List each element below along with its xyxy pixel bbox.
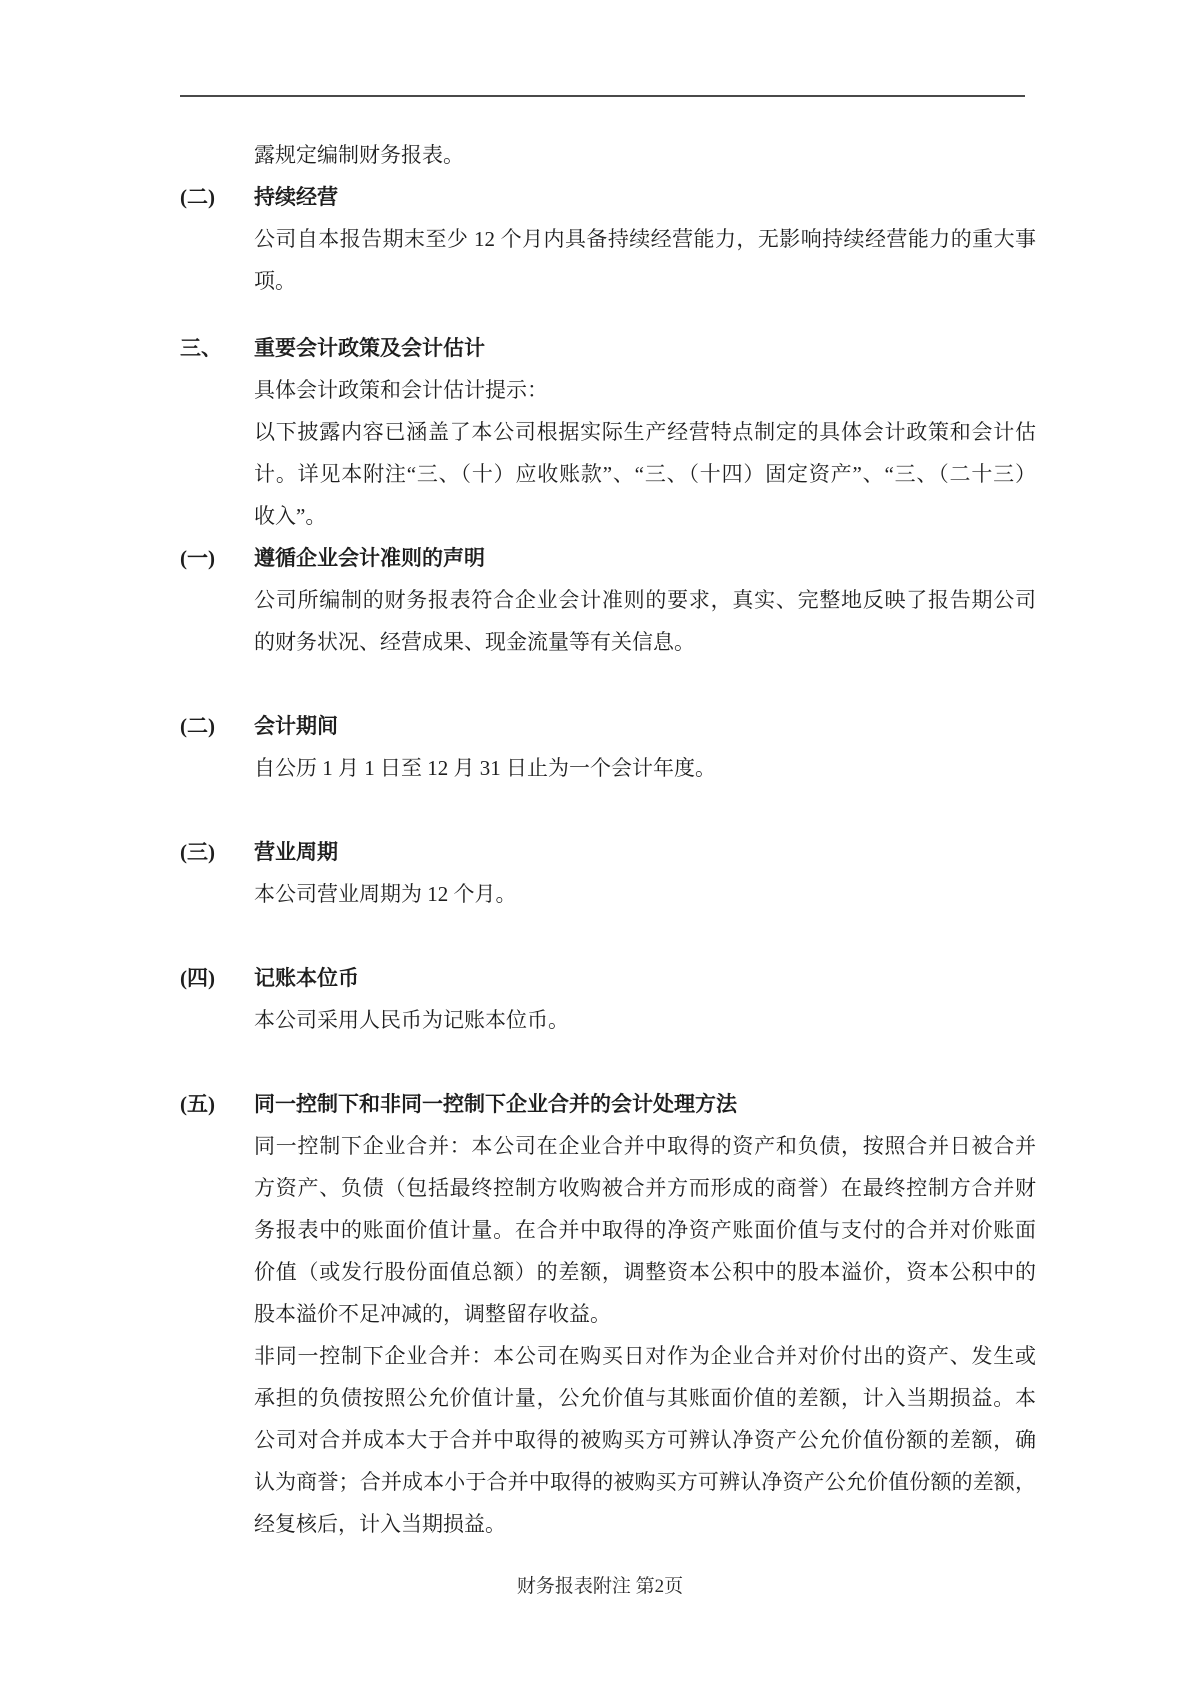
body-line: 经复核后，计入当期损益。: [254, 1512, 506, 1536]
section-label: (一): [180, 546, 215, 570]
body-line: 股本溢价不足冲减的，调整留存收益。: [254, 1302, 611, 1326]
section-title: 营业周期: [254, 840, 338, 864]
section-label: (五): [180, 1092, 215, 1116]
section-title: 同一控制下和非同一控制下企业合并的会计处理方法: [254, 1092, 737, 1116]
section-heading-accounting-period: [180, 705, 1036, 747]
body-line: 的财务状况、经营成果、现金流量等有关信息。: [254, 630, 695, 654]
document-content: [180, 134, 1036, 1545]
body-line: 以下披露内容已涵盖了本公司根据实际生产经营特点制定的具体会计政策和会计估: [254, 420, 1036, 444]
body-line: 承担的负债按照公允价值计量，公允价值与其账面价值的差额，计入当期损益。本: [254, 1386, 1036, 1410]
body-line: 自公历 1 月 1 日至 12 月 31 日止为一个会计年度。: [254, 756, 716, 780]
body-line: 计。详见本附注“三、（十）应收账款”、“三、（十四）固定资产”、“三、（二十三）: [254, 462, 1036, 486]
chapter-title: 重要会计政策及会计估计: [254, 336, 485, 360]
body-line: 方资产、负债（包括最终控制方收购被合并方而形成的商誉）在最终控制方合并财: [254, 1176, 1036, 1200]
section-heading-compliance-statement: [180, 537, 1036, 579]
body-line: 具体会计政策和会计估计提示：: [254, 378, 548, 402]
section-heading-going-concern: [180, 176, 1036, 218]
section-heading-business-combinations: [180, 1083, 1036, 1125]
body-line: 露规定编制财务报表。: [254, 143, 464, 167]
section-title: 遵循企业会计准则的声明: [254, 546, 485, 570]
body-line: 非同一控制下企业合并：本公司在购买日对作为企业合并对价付出的资产、发生或: [254, 1344, 1036, 1368]
body-line: 本公司采用人民币为记账本位币。: [254, 1008, 569, 1032]
body-line: 同一控制下企业合并：本公司在企业合并中取得的资产和负债，按照合并日被合并: [254, 1134, 1036, 1158]
section-label: (二): [180, 185, 215, 209]
body-line: 价值（或发行股份面值总额）的差额，调整资本公积中的股本溢价，资本公积中的: [254, 1260, 1036, 1284]
body-line: 公司对合并成本大于合并中取得的被购买方可辨认净资产公允价值份额的差额，确: [254, 1428, 1036, 1452]
section-title: 记账本位币: [254, 966, 359, 990]
chapter-heading-accounting-policies: [180, 327, 1036, 369]
body-line: 认为商誉；合并成本小于合并中取得的被购买方可辨认净资产公允价值份额的差额，: [254, 1470, 1036, 1494]
section-heading-functional-currency: [180, 957, 1036, 999]
section-title: 持续经营: [254, 185, 338, 209]
section-label: (四): [180, 966, 215, 990]
chapter-label: 三、: [180, 336, 222, 360]
body-line: 收入”。: [254, 504, 327, 528]
page-footer: 财务报表附注 第2页: [516, 1576, 684, 1597]
body-line: 务报表中的账面价值计量。在合并中取得的净资产账面价值与支付的合并对价账面: [254, 1218, 1036, 1242]
body-line: 公司所编制的财务报表符合企业会计准则的要求，真实、完整地反映了报告期公司: [254, 588, 1036, 612]
body-line: 公司自本报告期末至少 12 个月内具备持续经营能力，无影响持续经营能力的重大事: [254, 227, 1036, 251]
section-heading-operating-cycle: [180, 831, 1036, 873]
section-label: (三): [180, 840, 215, 864]
body-line: 本公司营业周期为 12 个月。: [254, 882, 517, 906]
body-line: 项。: [254, 269, 296, 293]
section-label: (二): [180, 714, 215, 738]
header-rule: [180, 95, 1025, 97]
section-title: 会计期间: [254, 714, 338, 738]
